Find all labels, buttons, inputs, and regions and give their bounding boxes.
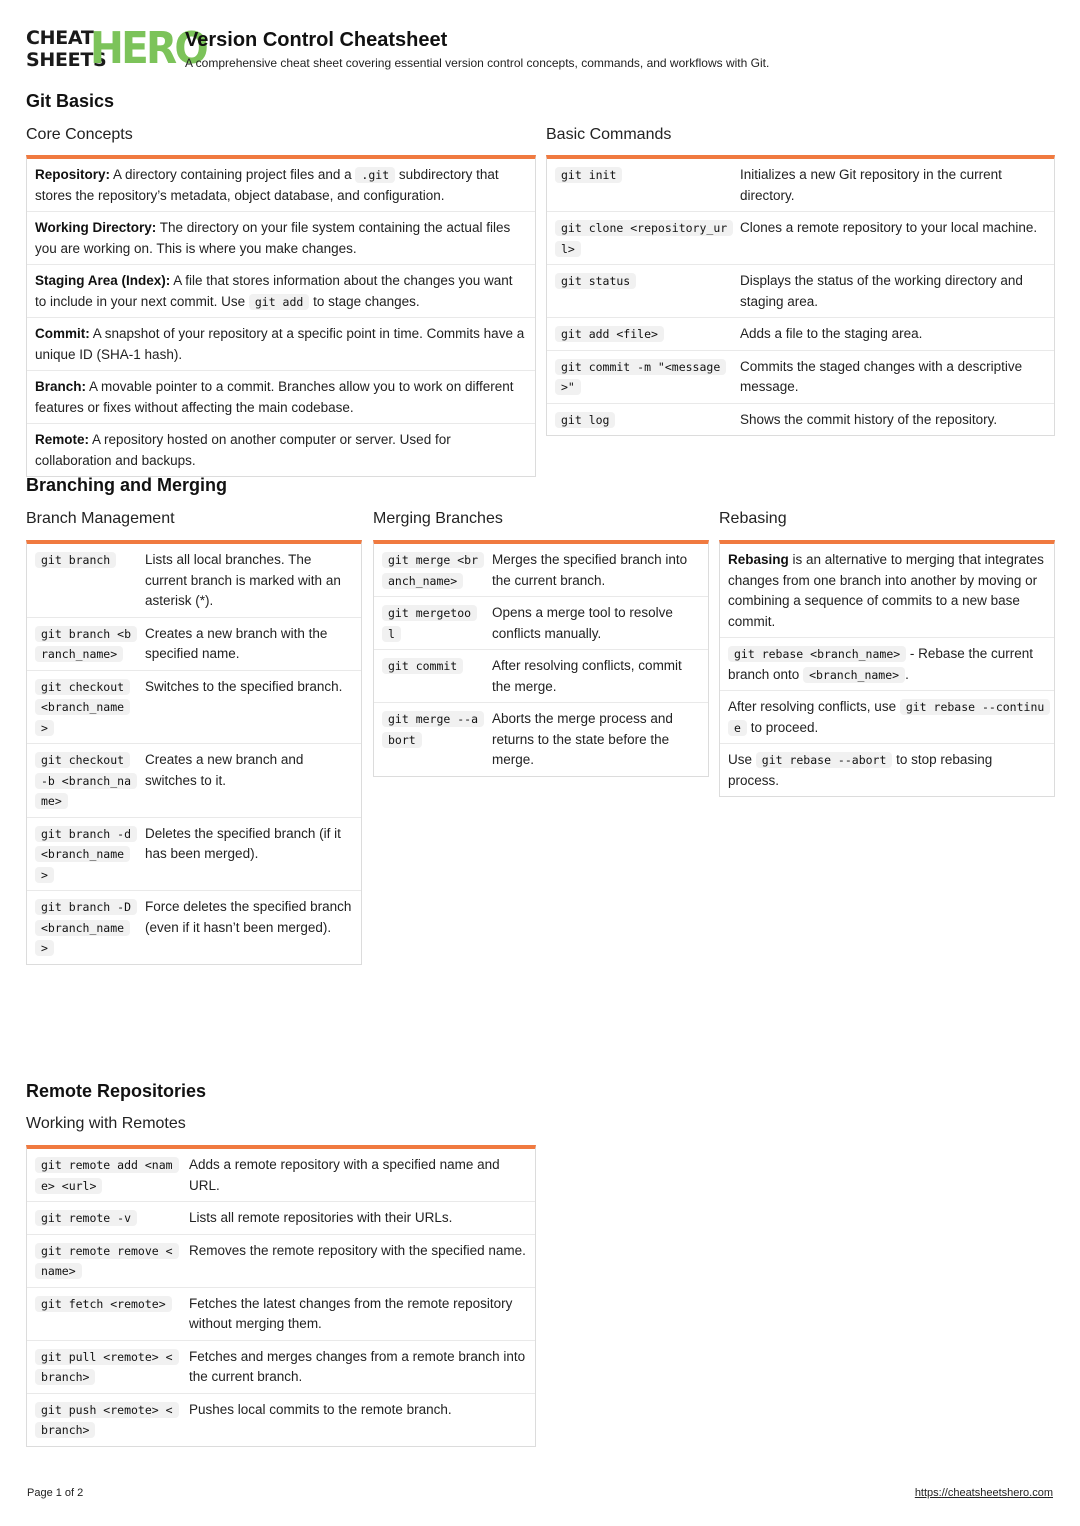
command-code: git remote remove <name>	[35, 1243, 179, 1280]
page-header	[26, 23, 1056, 76]
command-code: git branch <branch_name>	[35, 626, 137, 663]
command-code: git checkout <branch_name>	[35, 679, 130, 736]
command-code: git commit	[382, 658, 463, 674]
merging-branches-card	[373, 540, 709, 777]
command-row	[27, 1288, 535, 1341]
command-description: Adds a remote repository with a specified name and URL.	[189, 1157, 500, 1193]
section-title-git-basics: Git Basics	[26, 91, 115, 111]
command-code: git remote -v	[35, 1210, 137, 1226]
command-code: git init	[555, 167, 622, 183]
command-code: git log	[555, 412, 615, 428]
core-concepts-card	[26, 155, 536, 477]
command-code: git checkout -b <branch_name>	[35, 752, 137, 809]
rebasing-intro: Rebasing is an alternative to merging that integrates changes from one branch into another by moving or combining a sequence of commits to a new base commit.	[720, 544, 1054, 638]
command-row	[27, 671, 361, 745]
command-row	[547, 351, 1054, 404]
logo-sheets-text: SHEETS	[26, 49, 107, 71]
logo-cheat-text: CHEAT	[26, 27, 94, 49]
rebasing-row: Use git rebase --abort to stop rebasing process.	[728, 752, 993, 788]
concept-row: Branch: A movable pointer to a commit. Branches allow you to work on different features or fixes without affecting the main codebase.	[27, 371, 535, 424]
command-row	[27, 1235, 535, 1288]
basic-commands-card	[546, 155, 1055, 436]
command-row	[27, 891, 361, 964]
command-code: git remote add <name> <url>	[35, 1157, 179, 1194]
concept-row: Commit: A snapshot of your repository at a specific point in time. Commits have a unique ID (SHA-1 hash).	[27, 318, 535, 371]
command-description: Merges the specified branch into the current branch.	[492, 552, 688, 588]
command-row	[547, 318, 1054, 351]
logo-hero-text: HERO	[90, 23, 207, 74]
command-row	[374, 544, 708, 597]
command-row	[374, 650, 708, 703]
command-row	[374, 597, 708, 650]
concept-row: Repository: A directory containing project files and a .git subdirectory that stores the repository’s metadata, object database, and configuration.	[27, 159, 535, 212]
command-code: git rebase --continue	[728, 699, 1050, 736]
command-code: git fetch <remote>	[35, 1296, 172, 1312]
command-code: git branch -D <branch_name>	[35, 899, 137, 956]
command-description: Lists all local branches. The current branch is marked with an asterisk (*).	[145, 552, 341, 608]
section-title-remote: Remote Repositories	[26, 1081, 207, 1101]
site-link[interactable]: https://cheatsheetshero.com	[914, 1487, 1053, 1499]
command-description: Creates a new branch and switches to it.	[145, 752, 304, 788]
command-description: Displays the status of the working directory and staging area.	[740, 273, 1023, 309]
command-code: git pull <remote> <branch>	[35, 1349, 179, 1386]
code-snippet: .git	[355, 167, 395, 183]
command-row	[27, 1202, 535, 1235]
command-code: git merge <branch_name>	[382, 552, 484, 589]
command-description: Lists all remote repositories with their URLs.	[189, 1210, 453, 1225]
rebasing-row: git rebase <branch_name> - Rebase the current branch onto <branch_name> .	[720, 638, 1054, 691]
page-subtitle: A comprehensive cheat sheet covering essential version control concepts, commands, and workflows with Git.	[185, 56, 770, 70]
command-description: Force deletes the specified branch (even if it hasn’t been merged).	[145, 899, 352, 935]
concept-row: Remote: A repository hosted on another computer or server. Used for collaboration and backups.	[35, 432, 451, 468]
concept-row: Staging Area (Index): A file that stores information about the changes you want to include in your next commit. Use git add to stage changes.	[27, 265, 535, 318]
command-code: git push <remote> <branch>	[35, 1402, 179, 1439]
command-code: git branch -d <branch_name>	[35, 826, 137, 883]
command-row	[374, 703, 708, 776]
command-code: git status	[555, 273, 636, 289]
command-code: git branch	[35, 552, 116, 568]
card-title-working-with-remotes: Working with Remotes	[26, 1115, 186, 1132]
command-description: Fetches and merges changes from a remote branch into the current branch.	[189, 1348, 526, 1384]
command-row	[27, 1394, 535, 1446]
command-row	[547, 212, 1054, 265]
page-title: Version Control Cheatsheet	[185, 29, 448, 51]
section-title-branching: Branching and Merging	[26, 475, 228, 495]
command-code: git rebase <branch_name>	[728, 646, 906, 662]
command-description: Aborts the merge process and returns to the state before the merge.	[492, 711, 673, 767]
branch-management-card	[26, 540, 362, 965]
command-code: git add <file>	[555, 326, 664, 342]
rebasing-card	[719, 540, 1055, 797]
command-row	[27, 1341, 535, 1394]
command-row	[27, 618, 361, 671]
command-description: Fetches the latest changes from the remote repository without merging them.	[189, 1295, 513, 1331]
command-row	[27, 818, 361, 892]
card-title-merging-branches: Merging Branches	[373, 510, 503, 527]
command-code: git mergetool	[382, 605, 477, 642]
cheatsheetshero-logo[interactable]	[26, 23, 207, 74]
command-description: Initializes a new Git repository in the current directory.	[740, 167, 1002, 203]
command-description: Clones a remote repository to your local machine.	[740, 220, 1038, 235]
command-code: git rebase --abort	[756, 752, 893, 768]
command-code: git merge --abort	[382, 711, 484, 748]
card-title-branch-management: Branch Management	[26, 510, 175, 527]
page-number: Page 1 of 2	[27, 1487, 84, 1499]
command-description: Adds a file to the staging area.	[740, 326, 923, 341]
command-row	[547, 265, 1054, 318]
command-row	[547, 404, 1054, 436]
remotes-card	[26, 1145, 536, 1447]
command-description: Switches to the specified branch.	[145, 678, 343, 694]
command-description: Shows the commit history of the repository.	[740, 411, 998, 427]
command-code: <branch_name>	[803, 667, 905, 683]
concept-row: Working Directory: The directory on your file system containing the actual files you are working on. This is where you make changes.	[27, 212, 535, 265]
command-row	[27, 1149, 535, 1202]
command-code: git clone <repository_url>	[555, 220, 733, 257]
code-snippet: git add	[249, 294, 309, 310]
command-row	[27, 744, 361, 818]
command-description: Pushes local commits to the remote branch.	[189, 1401, 452, 1417]
command-row	[547, 159, 1054, 212]
command-description: Removes the remote repository with the specified name.	[189, 1242, 526, 1258]
command-description: Deletes the specified branch (if it has been merged).	[145, 825, 341, 861]
card-title-core-concepts: Core Concepts	[26, 126, 133, 143]
card-title-rebasing: Rebasing	[719, 510, 787, 527]
command-code: git commit -m "<message>"	[555, 359, 726, 396]
card-title-basic-commands: Basic Commands	[546, 126, 672, 143]
command-description: Creates a new branch with the specified name.	[145, 625, 328, 661]
command-row	[27, 544, 361, 618]
command-description: Commits the staged changes with a descriptive message.	[740, 358, 1023, 394]
command-description: After resolving conflicts, commit the merge.	[492, 658, 682, 694]
command-description: Opens a merge tool to resolve conflicts manually.	[492, 605, 673, 641]
rebasing-row: After resolving conflicts, use git rebase --continue to proceed.	[720, 691, 1054, 744]
